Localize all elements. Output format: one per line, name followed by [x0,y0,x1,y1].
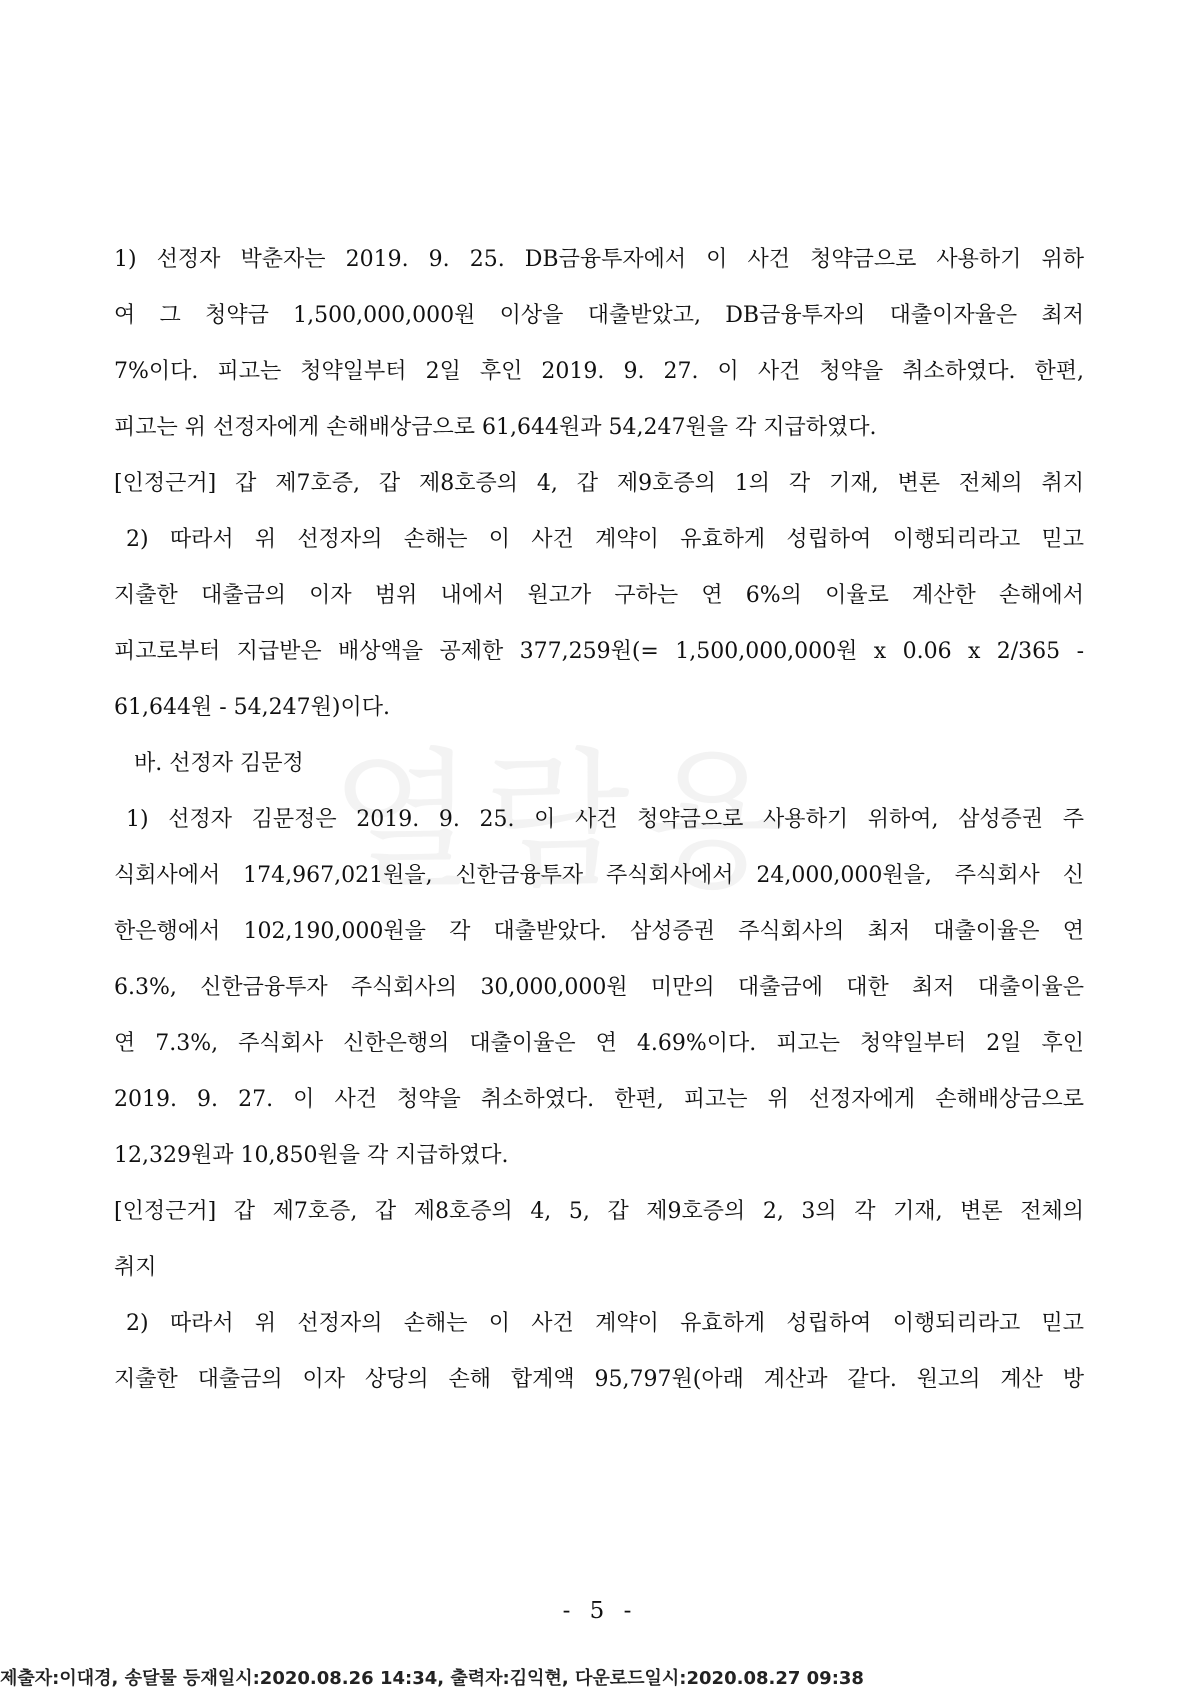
page-number: - 5 - [562,1598,638,1624]
text-line: 식회사에서 174,967,021원을, 신한금융투자 주식회사에서 24,000,000원을, 주식회사 신 [114,863,1084,888]
text-line: 지출한 대출금의 이자 범위 내에서 원고가 구하는 연 6%의 이율로 계산한 손해에서 [114,583,1084,608]
text-line: 취지 [114,1255,157,1280]
text-line: 피고는 위 선정자에게 손해배상금으로 61,644원과 54,247원을 각 지급하였다. [114,415,877,440]
text-line: 12,329원과 10,850원을 각 지급하였다. [114,1143,509,1168]
text-line: 2) 따라서 위 선정자의 손해는 이 사건 계약이 유효하게 성립하여 이행되리라고 믿고 [126,527,1084,552]
text-line: 7%이다. 피고는 청약일부터 2일 후인 2019. 9. 27. 이 사건 청약을 취소하였다. 한편, [114,359,1084,384]
text-line: 여 그 청약금 1,500,000,000원 이상을 대출받았고, DB금융투자의 대출이자율은 최저 [114,303,1084,328]
text-line: 2) 따라서 위 선정자의 손해는 이 사건 계약이 유효하게 성립하여 이행되리라고 믿고 [126,1311,1084,1336]
text-line: 2019. 9. 27. 이 사건 청약을 취소하였다. 한편, 피고는 위 선정자에게 손해배상금으로 [114,1087,1084,1112]
footer-stamp: 제출자:이대경, 송달물 등재일시:2020.08.26 14:34, 출력자:김익현, 다운로드일시:2020.08.27 09:38 [0,1668,864,1689]
text-line: 피고로부터 지급받은 배상액을 공제한 377,259원(= 1,500,000,000원 x 0.06 x 2/365 - [114,639,1084,664]
text-line: 지출한 대출금의 이자 상당의 손해 합계액 95,797원(아래 계산과 같다. 원고의 계산 방 [114,1367,1084,1392]
text-line: 바. 선정자 김문정 [134,751,304,776]
text-line: [인정근거] 갑 제7호증, 갑 제8호증의 4, 5, 갑 제9호증의 2, 3의 각 기재, 변론 전체의 [114,1199,1084,1224]
text-line: 61,644원 - 54,247원)이다. [114,695,390,720]
body-text [114,232,1084,1408]
text-line: [인정근거] 갑 제7호증, 갑 제8호증의 4, 갑 제9호증의 1의 각 기재, 변론 전체의 취지 [114,471,1084,496]
text-line: 연 7.3%, 주식회사 신한은행의 대출이율은 연 4.69%이다. 피고는 청약일부터 2일 후인 [114,1031,1084,1056]
text-line: 6.3%, 신한금융투자 주식회사의 30,000,000원 미만의 대출금에 대한 최저 대출이율은 [114,975,1084,1000]
text-line: 1) 선정자 김문정은 2019. 9. 25. 이 사건 청약금으로 사용하기 위하여, 삼성증권 주 [126,807,1084,832]
text-line: 한은행에서 102,190,000원을 각 대출받았다. 삼성증권 주식회사의 최저 대출이율은 연 [114,919,1084,944]
text-line: 1) 선정자 박춘자는 2019. 9. 25. DB금융투자에서 이 사건 청약금으로 사용하기 위하 [114,247,1084,272]
